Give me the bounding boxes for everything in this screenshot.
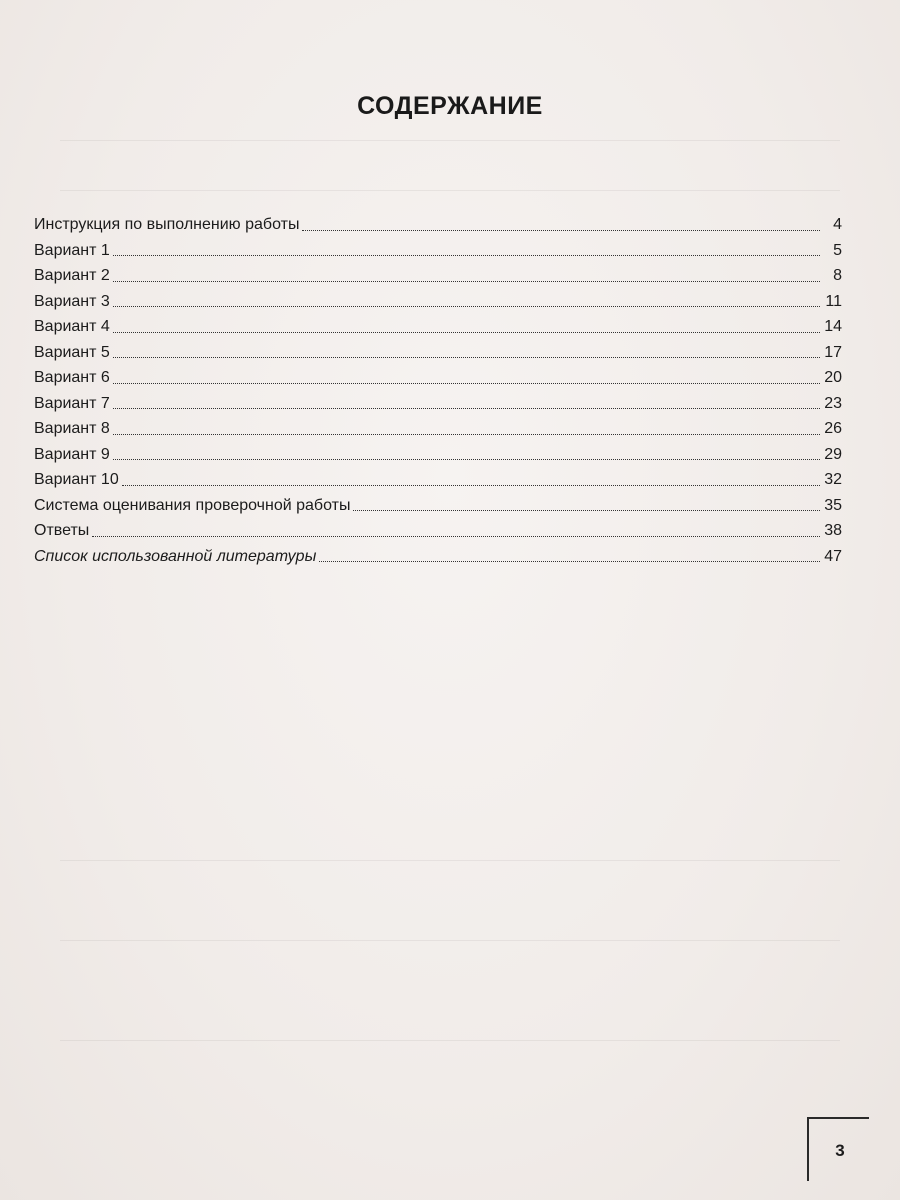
toc-entry-label: Список использованной литературы — [34, 547, 317, 565]
toc-leader-dots — [319, 561, 820, 562]
toc-leader-dots — [113, 255, 820, 256]
toc-entry[interactable] — [34, 467, 842, 493]
toc-entry-page: 11 — [825, 292, 842, 310]
toc-entry[interactable] — [34, 289, 842, 315]
toc-leader-dots — [113, 281, 820, 282]
toc-entry-page: 38 — [824, 522, 842, 539]
toc-entry-label: Вариант 6 — [34, 369, 110, 386]
toc-entry[interactable] — [34, 340, 842, 366]
toc-entry[interactable] — [34, 493, 842, 519]
toc-entry-label: Вариант 9 — [34, 445, 110, 463]
bleed-through-line — [60, 190, 840, 191]
toc-entry-page: 8 — [833, 267, 842, 284]
toc-entry-page: 20 — [824, 369, 842, 386]
toc-entry-page: 26 — [824, 420, 842, 437]
bleed-through-line — [60, 940, 840, 941]
toc-leader-dots — [113, 408, 820, 409]
toc-entry[interactable] — [34, 212, 842, 238]
toc-entry[interactable] — [34, 314, 842, 340]
toc-entry-label: Вариант 7 — [34, 394, 110, 412]
toc-entry[interactable] — [34, 238, 842, 264]
toc-entry-page: 5 — [833, 241, 842, 259]
toc-entry[interactable] — [34, 391, 842, 417]
toc-entry-label: Вариант 10 — [34, 471, 119, 488]
toc-leader-dots — [92, 536, 820, 537]
toc-entry-label: Вариант 8 — [34, 420, 110, 437]
toc-leader-dots — [122, 485, 820, 486]
toc-entry[interactable] — [34, 544, 842, 570]
page-number-box — [807, 1117, 869, 1181]
toc-entry-page: 35 — [824, 496, 842, 514]
toc-entry[interactable] — [34, 416, 842, 442]
toc-entry-label: Вариант 1 — [34, 241, 110, 259]
toc-leader-dots — [113, 459, 820, 460]
toc-entry-label: Вариант 2 — [34, 267, 110, 284]
toc-leader-dots — [353, 510, 820, 511]
toc-leader-dots — [113, 332, 820, 333]
toc-entry[interactable] — [34, 263, 842, 289]
toc-entry-page: 47 — [824, 547, 842, 565]
toc-entry-page: 4 — [833, 216, 842, 233]
toc-leader-dots — [113, 383, 820, 384]
toc-entry[interactable] — [34, 365, 842, 391]
toc-leader-dots — [113, 357, 820, 358]
bleed-through-line — [60, 860, 840, 861]
table-of-contents — [34, 212, 842, 569]
toc-entry-page: 23 — [824, 394, 842, 412]
toc-entry-page: 14 — [824, 318, 842, 335]
toc-entry-label: Вариант 3 — [34, 292, 110, 310]
toc-leader-dots — [302, 230, 820, 231]
page-number: 3 — [835, 1141, 845, 1160]
toc-entry-label: Вариант 5 — [34, 343, 110, 361]
toc-entry-page: 17 — [824, 343, 842, 361]
toc-entry-label: Инструкция по выполнению работы — [34, 216, 300, 233]
toc-entry[interactable] — [34, 518, 842, 544]
toc-leader-dots — [113, 434, 820, 435]
toc-entry-label: Вариант 4 — [34, 318, 110, 335]
bleed-through-line — [60, 1040, 840, 1041]
toc-entry-label: Система оценивания проверочной работы — [34, 496, 351, 514]
toc-entry-page: 29 — [824, 445, 842, 463]
toc-leader-dots — [113, 306, 820, 307]
toc-entry-label: Ответы — [34, 522, 90, 539]
bleed-through-line — [60, 140, 840, 141]
toc-entry[interactable] — [34, 442, 842, 468]
page-title: СОДЕРЖАНИЕ — [357, 92, 543, 120]
toc-entry-page: 32 — [824, 471, 842, 488]
